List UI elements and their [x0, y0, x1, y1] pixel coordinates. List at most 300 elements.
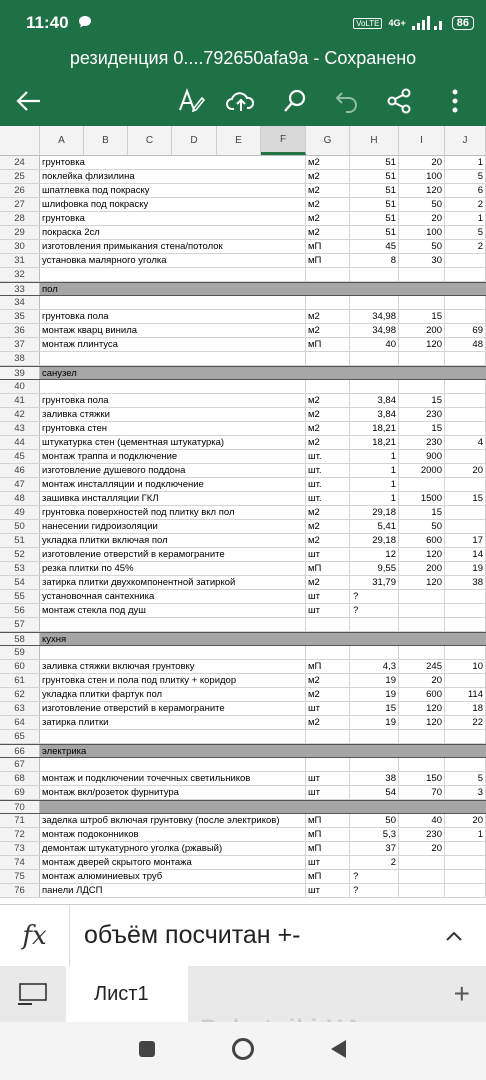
- cell-unit[interactable]: шт: [306, 702, 350, 715]
- row-number[interactable]: 67: [0, 758, 40, 771]
- cell-price[interactable]: [399, 884, 445, 897]
- cell-quantity[interactable]: 1: [350, 478, 399, 491]
- row-number[interactable]: 70: [0, 801, 40, 813]
- cell-description[interactable]: [40, 380, 306, 393]
- cell-description[interactable]: грунтовка пола: [40, 394, 306, 407]
- column-header-b[interactable]: B: [84, 126, 128, 155]
- cell-description[interactable]: шлифовка под покраску: [40, 198, 306, 211]
- cell-quantity[interactable]: 51: [350, 212, 399, 225]
- cell-description[interactable]: установочная сантехника: [40, 590, 306, 603]
- cell-unit[interactable]: [306, 268, 350, 281]
- chevron-up-icon[interactable]: [446, 924, 486, 947]
- cell-price[interactable]: 120: [399, 576, 445, 589]
- cell-total[interactable]: [445, 254, 486, 267]
- cell-quantity[interactable]: 51: [350, 156, 399, 169]
- cell-quantity[interactable]: 54: [350, 786, 399, 799]
- cell-price[interactable]: 15: [399, 506, 445, 519]
- cell-unit[interactable]: шт.: [306, 450, 350, 463]
- cell-unit[interactable]: шт: [306, 604, 350, 617]
- cell-price[interactable]: 20: [399, 212, 445, 225]
- row-number[interactable]: 61: [0, 674, 40, 687]
- cell-quantity[interactable]: [350, 745, 399, 757]
- cell-description[interactable]: монтаж кварц винила: [40, 324, 306, 337]
- column-header-h[interactable]: H: [350, 126, 399, 155]
- cell-description[interactable]: [40, 646, 306, 659]
- cell-unit[interactable]: мП: [306, 660, 350, 673]
- cell-price[interactable]: 50: [399, 240, 445, 253]
- cell-quantity[interactable]: 8: [350, 254, 399, 267]
- formula-bar[interactable]: [0, 904, 486, 966]
- row-number[interactable]: 63: [0, 702, 40, 715]
- cell-price[interactable]: [399, 352, 445, 365]
- cell-description[interactable]: монтаж стекла под душ: [40, 604, 306, 617]
- cell-total[interactable]: [445, 422, 486, 435]
- cell-quantity[interactable]: 31,79: [350, 576, 399, 589]
- cell-description[interactable]: монтаж траппа и подключение: [40, 450, 306, 463]
- cell-unit[interactable]: [306, 633, 350, 645]
- cell-unit[interactable]: м2: [306, 716, 350, 729]
- cell-total[interactable]: [445, 870, 486, 883]
- cell-description[interactable]: пол: [40, 283, 306, 295]
- cell-description[interactable]: грунтовка стен и пола под плитку + коридор: [40, 674, 306, 687]
- cell-price[interactable]: [399, 758, 445, 771]
- cell-total[interactable]: 20: [445, 814, 486, 827]
- cell-price[interactable]: 15: [399, 394, 445, 407]
- cell-quantity[interactable]: 19: [350, 716, 399, 729]
- cell-unit[interactable]: мП: [306, 562, 350, 575]
- row-number[interactable]: 50: [0, 520, 40, 533]
- cell-total[interactable]: [445, 730, 486, 743]
- row-number[interactable]: 74: [0, 856, 40, 869]
- cell-total[interactable]: 20: [445, 464, 486, 477]
- cell-price[interactable]: 15: [399, 422, 445, 435]
- cell-total[interactable]: [445, 478, 486, 491]
- cell-price[interactable]: 120: [399, 338, 445, 351]
- cell-total[interactable]: [445, 283, 486, 295]
- cell-price[interactable]: [399, 633, 445, 645]
- cell-unit[interactable]: мП: [306, 240, 350, 253]
- cell-description[interactable]: затирка плитки двухкомпонентной затиркой: [40, 576, 306, 589]
- cell-quantity[interactable]: [350, 618, 399, 631]
- cell-description[interactable]: изготовление отверстий в керамограните: [40, 702, 306, 715]
- cell-price[interactable]: 2000: [399, 464, 445, 477]
- row-number[interactable]: 64: [0, 716, 40, 729]
- cell-quantity[interactable]: 19: [350, 674, 399, 687]
- cell-description[interactable]: монтаж алюминиевых труб: [40, 870, 306, 883]
- cell-total[interactable]: [445, 801, 486, 813]
- cell-unit[interactable]: мП: [306, 338, 350, 351]
- cell-total[interactable]: 2: [445, 240, 486, 253]
- cell-total[interactable]: [445, 310, 486, 323]
- column-header-f[interactable]: F: [261, 126, 306, 155]
- cell-total[interactable]: 4: [445, 436, 486, 449]
- cell-quantity[interactable]: ?: [350, 870, 399, 883]
- cell-description[interactable]: [40, 618, 306, 631]
- recents-button[interactable]: [138, 1040, 156, 1063]
- cell-unit[interactable]: шт: [306, 786, 350, 799]
- add-sheet-button[interactable]: +: [453, 978, 470, 1009]
- row-number[interactable]: 31: [0, 254, 40, 267]
- cell-quantity[interactable]: 12: [350, 548, 399, 561]
- cell-price[interactable]: [399, 730, 445, 743]
- cell-quantity[interactable]: 1: [350, 492, 399, 505]
- cell-quantity[interactable]: 50: [350, 814, 399, 827]
- cell-description[interactable]: [40, 296, 306, 309]
- row-number[interactable]: 40: [0, 380, 40, 393]
- row-number[interactable]: 69: [0, 786, 40, 799]
- cell-unit[interactable]: [306, 283, 350, 295]
- cell-price[interactable]: 30: [399, 254, 445, 267]
- cell-total[interactable]: [445, 604, 486, 617]
- cell-total[interactable]: 3: [445, 786, 486, 799]
- cell-quantity[interactable]: ?: [350, 590, 399, 603]
- row-number[interactable]: 41: [0, 394, 40, 407]
- cloud-upload-icon[interactable]: [226, 86, 256, 116]
- cell-quantity[interactable]: 29,18: [350, 534, 399, 547]
- cell-quantity[interactable]: 51: [350, 198, 399, 211]
- cell-price[interactable]: 120: [399, 716, 445, 729]
- cell-total[interactable]: 17: [445, 534, 486, 547]
- row-number[interactable]: 27: [0, 198, 40, 211]
- cell-unit[interactable]: шт.: [306, 478, 350, 491]
- cell-price[interactable]: 50: [399, 198, 445, 211]
- row-number[interactable]: 72: [0, 828, 40, 841]
- cell-quantity[interactable]: [350, 758, 399, 771]
- cell-unit[interactable]: м2: [306, 576, 350, 589]
- cell-description[interactable]: заделка штроб включая грунтовку (после электриков): [40, 814, 306, 827]
- cell-unit[interactable]: [306, 367, 350, 379]
- cell-description[interactable]: нанесении гидроизоляции: [40, 520, 306, 533]
- row-number[interactable]: 73: [0, 842, 40, 855]
- cell-total[interactable]: 1: [445, 156, 486, 169]
- cell-price[interactable]: 20: [399, 842, 445, 855]
- cell-unit[interactable]: м2: [306, 324, 350, 337]
- row-number[interactable]: 57: [0, 618, 40, 631]
- cell-price[interactable]: 600: [399, 534, 445, 547]
- cell-total[interactable]: 19: [445, 562, 486, 575]
- cell-quantity[interactable]: 5,41: [350, 520, 399, 533]
- cell-total[interactable]: [445, 633, 486, 645]
- row-number[interactable]: 71: [0, 814, 40, 827]
- cell-quantity[interactable]: [350, 296, 399, 309]
- cell-quantity[interactable]: [350, 646, 399, 659]
- cell-description[interactable]: изготовления примыкания стена/потолок: [40, 240, 306, 253]
- cell-total[interactable]: [445, 268, 486, 281]
- cell-quantity[interactable]: [350, 268, 399, 281]
- cell-unit[interactable]: шт: [306, 772, 350, 785]
- cell-unit[interactable]: шт: [306, 884, 350, 897]
- cell-description[interactable]: резка плитки по 45%: [40, 562, 306, 575]
- cell-quantity[interactable]: [350, 730, 399, 743]
- cell-unit[interactable]: [306, 730, 350, 743]
- row-number[interactable]: 54: [0, 576, 40, 589]
- cell-price[interactable]: 100: [399, 226, 445, 239]
- cell-total[interactable]: 5: [445, 170, 486, 183]
- row-number[interactable]: 62: [0, 688, 40, 701]
- cell-total[interactable]: [445, 758, 486, 771]
- cell-unit[interactable]: м2: [306, 156, 350, 169]
- home-button[interactable]: [231, 1037, 255, 1066]
- cell-price[interactable]: 120: [399, 184, 445, 197]
- cell-total[interactable]: [445, 646, 486, 659]
- cell-description[interactable]: [40, 801, 306, 813]
- cell-total[interactable]: [445, 408, 486, 421]
- cell-description[interactable]: изготовление душевого поддона: [40, 464, 306, 477]
- cell-unit[interactable]: м2: [306, 506, 350, 519]
- cell-price[interactable]: 245: [399, 660, 445, 673]
- cell-price[interactable]: [399, 590, 445, 603]
- cell-price[interactable]: 200: [399, 562, 445, 575]
- cell-quantity[interactable]: 34,98: [350, 324, 399, 337]
- cell-price[interactable]: [399, 618, 445, 631]
- cell-description[interactable]: монтаж подоконников: [40, 828, 306, 841]
- cell-quantity[interactable]: [350, 367, 399, 379]
- row-number[interactable]: 66: [0, 745, 40, 757]
- column-header-e[interactable]: E: [217, 126, 261, 155]
- row-number[interactable]: 51: [0, 534, 40, 547]
- cell-quantity[interactable]: ?: [350, 884, 399, 897]
- cell-quantity[interactable]: 51: [350, 184, 399, 197]
- row-number[interactable]: 59: [0, 646, 40, 659]
- cell-price[interactable]: [399, 268, 445, 281]
- row-number[interactable]: 49: [0, 506, 40, 519]
- cell-price[interactable]: [399, 646, 445, 659]
- cell-description[interactable]: покраска 2сл: [40, 226, 306, 239]
- cell-quantity[interactable]: [350, 283, 399, 295]
- cell-total[interactable]: 1: [445, 828, 486, 841]
- cell-description[interactable]: монтаж инсталляции и подключение: [40, 478, 306, 491]
- edit-pen-icon[interactable]: [176, 86, 206, 116]
- cell-unit[interactable]: шт.: [306, 464, 350, 477]
- row-number[interactable]: 58: [0, 633, 40, 645]
- row-number[interactable]: 32: [0, 268, 40, 281]
- row-number[interactable]: 36: [0, 324, 40, 337]
- cell-unit[interactable]: [306, 618, 350, 631]
- cell-total[interactable]: 69: [445, 324, 486, 337]
- cell-unit[interactable]: [306, 352, 350, 365]
- row-number[interactable]: 68: [0, 772, 40, 785]
- cell-description[interactable]: поклейка флизилина: [40, 170, 306, 183]
- cell-total[interactable]: 2: [445, 198, 486, 211]
- cell-unit[interactable]: мП: [306, 842, 350, 855]
- cell-description[interactable]: заливка стяжки: [40, 408, 306, 421]
- cell-description[interactable]: изготовление отверстий в керамограните: [40, 548, 306, 561]
- cell-quantity[interactable]: [350, 633, 399, 645]
- cell-total[interactable]: [445, 367, 486, 379]
- cell-unit[interactable]: мП: [306, 254, 350, 267]
- cell-unit[interactable]: м2: [306, 688, 350, 701]
- cell-description[interactable]: [40, 730, 306, 743]
- cell-quantity[interactable]: 51: [350, 226, 399, 239]
- row-number[interactable]: 34: [0, 296, 40, 309]
- undo-icon[interactable]: [332, 86, 362, 116]
- cell-description[interactable]: зашивка инсталляции ГКЛ: [40, 492, 306, 505]
- cell-total[interactable]: [445, 380, 486, 393]
- cell-quantity[interactable]: 5,3: [350, 828, 399, 841]
- row-number[interactable]: 42: [0, 408, 40, 421]
- cell-description[interactable]: монтаж плинтуса: [40, 338, 306, 351]
- column-header-j[interactable]: J: [445, 126, 486, 155]
- back-button[interactable]: [330, 1039, 348, 1064]
- cell-quantity[interactable]: 15: [350, 702, 399, 715]
- row-number[interactable]: 33: [0, 283, 40, 295]
- cell-total[interactable]: [445, 856, 486, 869]
- cell-description[interactable]: санузел: [40, 367, 306, 379]
- cell-total[interactable]: 48: [445, 338, 486, 351]
- cell-quantity[interactable]: [350, 380, 399, 393]
- select-all-corner[interactable]: [0, 126, 40, 155]
- spreadsheet-grid[interactable]: [0, 126, 486, 904]
- cell-description[interactable]: грунтовка пола: [40, 310, 306, 323]
- row-number[interactable]: 43: [0, 422, 40, 435]
- cell-description[interactable]: монтаж и подключении точечных светильников: [40, 772, 306, 785]
- cell-description[interactable]: монтаж дверей скрытого монтажа: [40, 856, 306, 869]
- cell-price[interactable]: 40: [399, 814, 445, 827]
- cell-description[interactable]: [40, 758, 306, 771]
- row-number[interactable]: 24: [0, 156, 40, 169]
- cell-quantity[interactable]: 40: [350, 338, 399, 351]
- cell-unit[interactable]: м2: [306, 212, 350, 225]
- column-header-a[interactable]: A: [40, 126, 84, 155]
- cell-price[interactable]: 100: [399, 170, 445, 183]
- row-number[interactable]: 25: [0, 170, 40, 183]
- row-number[interactable]: 48: [0, 492, 40, 505]
- cell-unit[interactable]: м2: [306, 674, 350, 687]
- cell-description[interactable]: заливка стяжки включая грунтовку: [40, 660, 306, 673]
- cell-unit[interactable]: [306, 801, 350, 813]
- column-header-c[interactable]: C: [128, 126, 172, 155]
- search-icon[interactable]: [280, 86, 310, 116]
- cell-unit[interactable]: м2: [306, 534, 350, 547]
- cell-description[interactable]: штукатурка стен (цементная штукатурка): [40, 436, 306, 449]
- cell-quantity[interactable]: 18,21: [350, 422, 399, 435]
- cell-description[interactable]: грунтовка: [40, 212, 306, 225]
- cell-price[interactable]: [399, 283, 445, 295]
- cell-unit[interactable]: м2: [306, 310, 350, 323]
- cell-description[interactable]: укладка плитки фартук пол: [40, 688, 306, 701]
- row-number[interactable]: 47: [0, 478, 40, 491]
- cell-price[interactable]: 900: [399, 450, 445, 463]
- cell-total[interactable]: 114: [445, 688, 486, 701]
- cell-total[interactable]: [445, 506, 486, 519]
- cell-description[interactable]: демонтаж штукатурного уголка (ржавый): [40, 842, 306, 855]
- cell-price[interactable]: 200: [399, 324, 445, 337]
- cell-quantity[interactable]: 38: [350, 772, 399, 785]
- cell-unit[interactable]: м2: [306, 184, 350, 197]
- cell-price[interactable]: [399, 478, 445, 491]
- cell-unit[interactable]: м2: [306, 422, 350, 435]
- row-number[interactable]: 29: [0, 226, 40, 239]
- cell-total[interactable]: [445, 352, 486, 365]
- cell-quantity[interactable]: [350, 352, 399, 365]
- row-number[interactable]: 26: [0, 184, 40, 197]
- row-number[interactable]: 35: [0, 310, 40, 323]
- column-header-d[interactable]: D: [172, 126, 217, 155]
- cell-total[interactable]: 22: [445, 716, 486, 729]
- cell-price[interactable]: 150: [399, 772, 445, 785]
- cell-price[interactable]: [399, 745, 445, 757]
- cell-price[interactable]: 120: [399, 548, 445, 561]
- cell-total[interactable]: [445, 590, 486, 603]
- cell-quantity[interactable]: 3,84: [350, 408, 399, 421]
- row-number[interactable]: 56: [0, 604, 40, 617]
- cell-description[interactable]: затирка плитки: [40, 716, 306, 729]
- cell-quantity[interactable]: 1: [350, 450, 399, 463]
- cell-description[interactable]: грунтовка: [40, 156, 306, 169]
- cell-total[interactable]: [445, 394, 486, 407]
- row-number[interactable]: 45: [0, 450, 40, 463]
- cell-total[interactable]: 18: [445, 702, 486, 715]
- row-number[interactable]: 52: [0, 548, 40, 561]
- row-number[interactable]: 65: [0, 730, 40, 743]
- cell-description[interactable]: кухня: [40, 633, 306, 645]
- row-number[interactable]: 44: [0, 436, 40, 449]
- row-number[interactable]: 60: [0, 660, 40, 673]
- row-number[interactable]: 53: [0, 562, 40, 575]
- cell-unit[interactable]: [306, 380, 350, 393]
- cell-description[interactable]: панели ЛДСП: [40, 884, 306, 897]
- cell-description[interactable]: [40, 352, 306, 365]
- cell-total[interactable]: 1: [445, 212, 486, 225]
- cell-total[interactable]: [445, 884, 486, 897]
- more-icon[interactable]: [440, 86, 470, 116]
- cell-unit[interactable]: шт: [306, 590, 350, 603]
- cell-unit[interactable]: м2: [306, 436, 350, 449]
- row-number[interactable]: 38: [0, 352, 40, 365]
- row-number[interactable]: 76: [0, 884, 40, 897]
- cell-total[interactable]: 5: [445, 226, 486, 239]
- cell-total[interactable]: [445, 745, 486, 757]
- column-header-i[interactable]: I: [399, 126, 445, 155]
- cell-unit[interactable]: м2: [306, 226, 350, 239]
- row-number[interactable]: 55: [0, 590, 40, 603]
- cell-description[interactable]: грунтовка поверхностей под плитку вкл пол: [40, 506, 306, 519]
- cell-quantity[interactable]: 34,98: [350, 310, 399, 323]
- cell-quantity[interactable]: 1: [350, 464, 399, 477]
- cell-price[interactable]: 230: [399, 828, 445, 841]
- cell-unit[interactable]: мП: [306, 870, 350, 883]
- cell-price[interactable]: [399, 604, 445, 617]
- sheet-tab-active[interactable]: Лист1: [66, 966, 188, 1022]
- cell-unit[interactable]: мП: [306, 814, 350, 827]
- cell-description[interactable]: установка малярного уголка: [40, 254, 306, 267]
- cell-price[interactable]: [399, 296, 445, 309]
- cell-quantity[interactable]: 45: [350, 240, 399, 253]
- cell-price[interactable]: 230: [399, 436, 445, 449]
- cell-price[interactable]: [399, 367, 445, 379]
- row-number[interactable]: 37: [0, 338, 40, 351]
- cell-unit[interactable]: шт.: [306, 492, 350, 505]
- cell-unit[interactable]: [306, 296, 350, 309]
- cell-price[interactable]: 50: [399, 520, 445, 533]
- cell-price[interactable]: [399, 380, 445, 393]
- cell-price[interactable]: 230: [399, 408, 445, 421]
- cell-quantity[interactable]: 3,84: [350, 394, 399, 407]
- cell-description[interactable]: грунтовка стен: [40, 422, 306, 435]
- cell-unit[interactable]: м2: [306, 408, 350, 421]
- share-icon[interactable]: [384, 86, 414, 116]
- cell-price[interactable]: [399, 870, 445, 883]
- cell-unit[interactable]: [306, 646, 350, 659]
- cell-total[interactable]: 38: [445, 576, 486, 589]
- cell-price[interactable]: 1500: [399, 492, 445, 505]
- cell-price[interactable]: 20: [399, 674, 445, 687]
- cell-unit[interactable]: м2: [306, 520, 350, 533]
- row-number[interactable]: 75: [0, 870, 40, 883]
- cell-total[interactable]: [445, 618, 486, 631]
- cell-description[interactable]: шпатлевка под покраску: [40, 184, 306, 197]
- cell-unit[interactable]: мП: [306, 828, 350, 841]
